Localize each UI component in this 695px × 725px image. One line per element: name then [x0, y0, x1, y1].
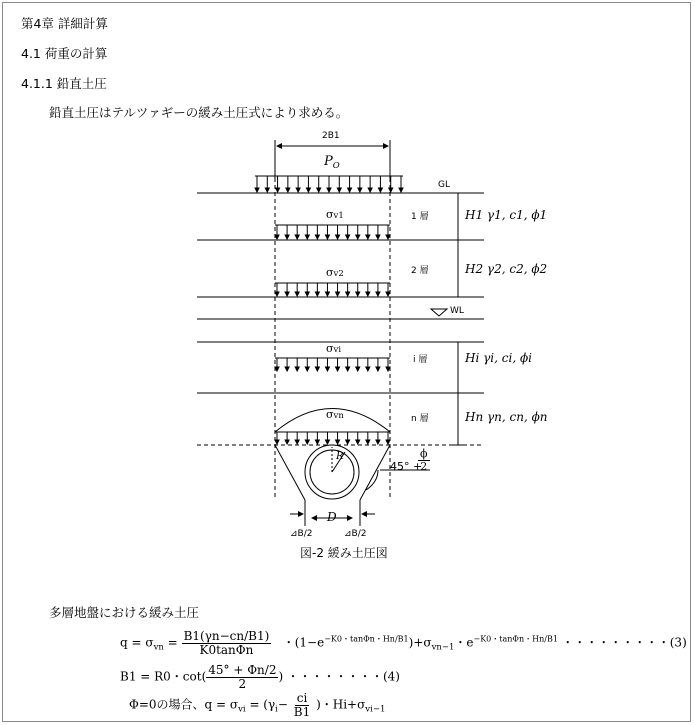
load-arrowhead — [295, 235, 299, 239]
load-arrowhead — [366, 440, 370, 444]
load-arrowhead — [336, 292, 340, 296]
load-arrowhead — [317, 188, 321, 192]
load-arrowhead — [276, 188, 280, 192]
left-offset-label: ⊿B/2 — [290, 529, 313, 539]
params-layer-2: H2 γ2, c2, ϕ2 — [465, 262, 548, 276]
load-arrowhead — [315, 292, 319, 296]
load-arrowhead — [366, 367, 370, 371]
diameter-label: D — [327, 510, 337, 524]
width-label: 2B1 — [322, 131, 340, 141]
load-arrowhead — [399, 188, 403, 192]
load-arrowhead — [275, 367, 279, 371]
load-arrowhead — [295, 292, 299, 296]
load-arrowhead — [305, 440, 309, 444]
load-arrowhead — [305, 367, 309, 371]
load-arrowhead — [389, 188, 393, 192]
load-arrowhead — [285, 235, 289, 239]
load-arrowhead — [296, 188, 300, 192]
load-arrowhead — [386, 235, 390, 239]
load-arrowhead — [315, 235, 319, 239]
load-arrowhead — [336, 440, 340, 444]
load-arrowhead — [337, 188, 341, 192]
load-arrowhead — [286, 188, 290, 192]
load-arrowhead — [386, 292, 390, 296]
load-arrowhead — [336, 367, 340, 371]
load-arrowhead — [305, 292, 309, 296]
load-arrowhead — [356, 440, 360, 444]
load-label: $P_O$ — [324, 154, 340, 171]
load-arrowhead — [378, 188, 382, 192]
load-arrowhead — [325, 292, 329, 296]
load-arrowhead — [356, 235, 360, 239]
load-arrowhead — [346, 440, 350, 444]
layer-2-tag: 2 層 — [411, 266, 429, 276]
load-arrowhead — [376, 440, 380, 444]
gl-label: GL — [438, 180, 450, 190]
angle-fraction: $\frac{\phi}{2}$ — [420, 447, 428, 473]
angle-label: 45° + — [390, 460, 423, 473]
params-layer-i: Hi γi, ci, ϕi — [465, 351, 532, 365]
load-arrowhead — [295, 440, 299, 444]
radius-label: R — [336, 451, 344, 462]
equation-3: $q = \sigma_{vn}$ = $\frac{B1(\gamma n-cn/B1)}{K0\tan\Phi n}$ ・$(1-e^{-K0・tan\Phi n・Hn/B1})+\sigma_{vn-1}$・$e^{-K0・tan\Phi n・Hn/B1}$ ・・・・・・・・・(3) — [120, 629, 687, 657]
equation-4: B1 = R0・cot( $\frac{45^\circ + \Phi n/2}{2}$ ) ・・・・・・・・(4) — [120, 663, 400, 691]
sigma-v1-label: σv1 — [326, 208, 344, 221]
load-arrowhead — [346, 235, 350, 239]
load-arrowhead — [306, 188, 310, 192]
load-arrowhead — [376, 292, 380, 296]
load-arrowhead — [327, 188, 331, 192]
load-arrowhead — [295, 367, 299, 371]
chapter-heading: 第4章 詳細計算 — [21, 16, 108, 31]
load-arrowhead — [285, 367, 289, 371]
load-arrowhead — [275, 292, 279, 296]
subsection-heading: 4.1.1 鉛直土圧 — [21, 76, 107, 91]
wl-label: WL — [450, 306, 464, 316]
load-arrowhead — [305, 235, 309, 239]
load-arrowhead — [386, 367, 390, 371]
load-arrowhead — [275, 440, 279, 444]
sigma-vn-label: σvn — [326, 408, 344, 421]
load-arrowhead — [285, 440, 289, 444]
load-arrowhead — [315, 367, 319, 371]
load-arrowhead — [325, 367, 329, 371]
load-arrowhead — [346, 367, 350, 371]
equation-5: Φ=0の場合、$q = \sigma_{vi} = (\gamma_i-$ $\frac{ci}{B1}$ )・$Hi+\sigma_{vi-1}$ — [129, 691, 386, 719]
sigma-v2-label: σv2 — [326, 266, 344, 279]
layer-i-tag: i 層 — [413, 355, 428, 365]
load-arrowhead — [366, 235, 370, 239]
load-arrowhead — [325, 440, 329, 444]
intro-text: 鉛直土圧はテルツァギーの緩み土圧式により求める。 — [49, 105, 349, 120]
load-arrowhead — [358, 188, 362, 192]
load-arrowhead — [255, 188, 259, 192]
load-arrowhead — [275, 235, 279, 239]
load-arrowhead — [376, 367, 380, 371]
load-arrowhead — [325, 235, 329, 239]
sigma-vi-label: σvi — [326, 342, 342, 355]
load-arrowhead — [285, 292, 289, 296]
load-arrowhead — [315, 440, 319, 444]
layer-n-tag: n 層 — [411, 414, 429, 424]
load-arrowhead — [386, 440, 390, 444]
right-offset-label: ⊿B/2 — [344, 529, 367, 539]
figure-caption: 図-2 緩み土圧図 — [300, 546, 388, 560]
formula-heading: 多層地盤における緩み土圧 — [49, 605, 200, 620]
section-heading: 4.1 荷重の計算 — [21, 46, 108, 61]
load-arrowhead — [348, 188, 352, 192]
load-arrowhead — [356, 367, 360, 371]
load-arrowhead — [356, 292, 360, 296]
load-arrowhead — [376, 235, 380, 239]
load-arrowhead — [336, 235, 340, 239]
params-layer-1: H1 γ1, c1, ϕ1 — [465, 208, 548, 222]
load-arrowhead — [265, 188, 269, 192]
load-arrowhead — [346, 292, 350, 296]
load-arrowhead — [368, 188, 372, 192]
layer-1-tag: 1 層 — [411, 212, 429, 222]
params-layer-n: Hn γn, cn, ϕn — [465, 410, 548, 424]
load-arrowhead — [366, 292, 370, 296]
